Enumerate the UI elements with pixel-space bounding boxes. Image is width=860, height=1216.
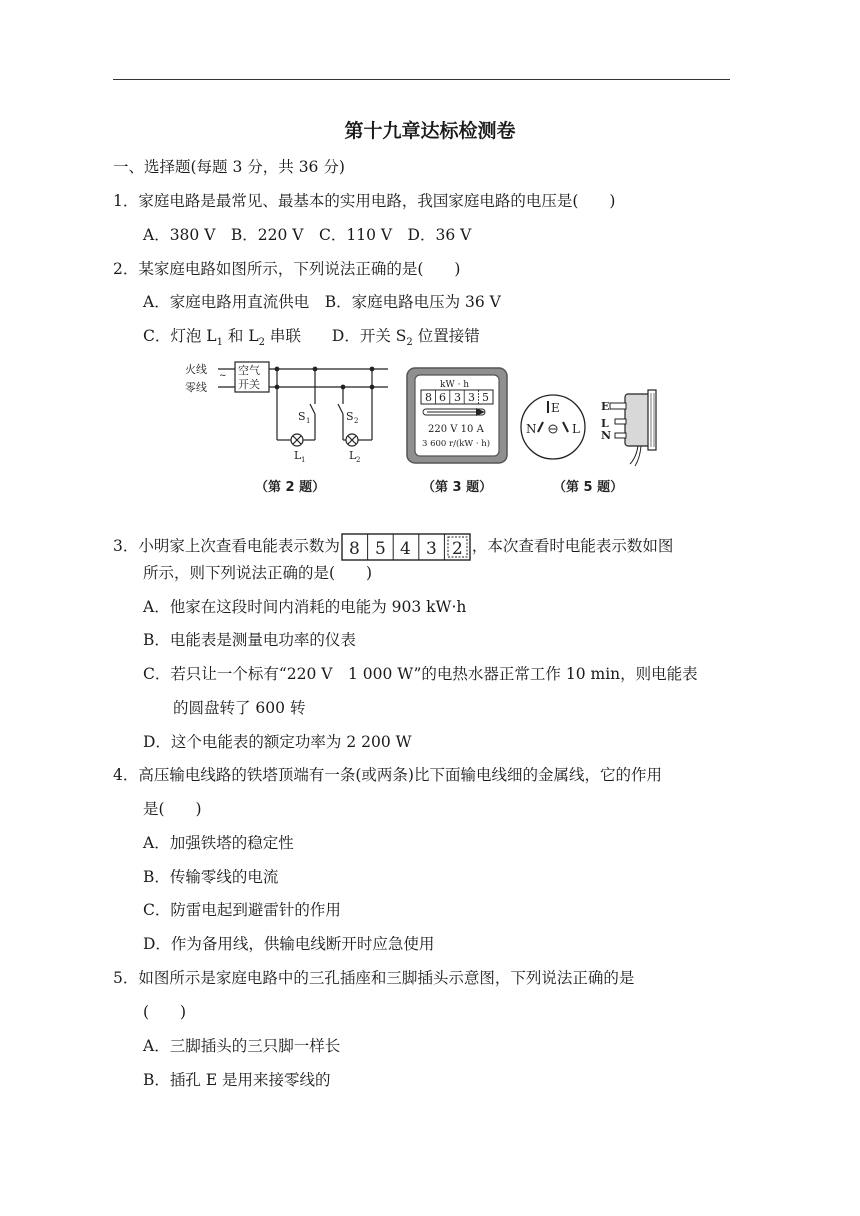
svg-text:220 V 10 A: 220 V 10 A — [428, 424, 484, 435]
svg-text:1: 1 — [306, 417, 311, 425]
svg-text:L: L — [601, 417, 609, 430]
svg-text:6: 6 — [439, 391, 446, 404]
question-3-stem-line-2: 所示，则下列说法正确的是( ) — [143, 564, 373, 582]
svg-text:3 600 r/(kW · h): 3 600 r/(kW · h) — [422, 439, 491, 449]
svg-text:L: L — [349, 449, 357, 462]
question-5-option-b: B．插孔 E 是用来接零线的 — [143, 1071, 331, 1089]
question-3-option-c: C．若只让一个标有“220 V 1 000 W”的电热水器正常工作 10 min，则电能表 — [143, 665, 698, 683]
figure-5-socket-and-plug — [521, 390, 656, 495]
svg-text:3: 3 — [468, 391, 475, 404]
section-heading: 一、选择题(每题 3 分，共 36 分) — [113, 158, 345, 176]
svg-text:L: L — [572, 422, 580, 436]
question-4-option-b: B．传输零线的电流 — [143, 868, 279, 886]
svg-text:3: 3 — [425, 539, 437, 559]
svg-text:2: 2 — [451, 539, 463, 559]
svg-text:L: L — [294, 449, 302, 462]
svg-text:2: 2 — [356, 456, 361, 464]
page-title: 第十九章达标检测卷 — [344, 120, 516, 142]
question-3-stem-line-1: 3．小明家上次查看电能表示数为 8 5 4 3 2 ，本次查看时电能表示数如图 — [113, 532, 673, 562]
question-4-option-c: C．防雷电起到避雷针的作用 — [143, 901, 341, 919]
svg-text:8: 8 — [348, 539, 360, 559]
svg-text:1: 1 — [301, 456, 306, 464]
figures-row — [160, 360, 680, 500]
question-3-option-a: A．他家在这段时间内消耗的电能为 903 kW·h — [143, 598, 467, 616]
svg-text:零线: 零线 — [185, 381, 207, 394]
svg-text:E: E — [551, 401, 560, 415]
svg-text:~: ~ — [219, 371, 227, 381]
svg-text:火线: 火线 — [185, 363, 207, 376]
question-4-option-a: A．加强铁塔的稳定性 — [143, 834, 294, 852]
question-4-stem: 4．高压输电线路的铁塔顶端有一条(或两条)比下面输电线细的金属线，它的作用 — [113, 766, 662, 784]
question-3-option-d: D．这个电能表的额定功率为 2 200 W — [143, 733, 412, 751]
svg-text:S: S — [346, 410, 354, 423]
question-2-options-cd: C．灯泡 $L_1$ 和 $L_2$ 串联 D．开关 $S_2$ 位置接错 — [143, 327, 480, 349]
figure-3-energy-meter — [407, 368, 507, 495]
question-1-options: A．380 V B．220 V C．110 V D．36 V — [143, 226, 472, 244]
svg-text:5: 5 — [482, 391, 489, 404]
svg-text:（第 5 题）: （第 5 题） — [553, 480, 624, 495]
svg-text:3: 3 — [454, 391, 461, 404]
meter-digits — [421, 390, 493, 404]
header-rule — [113, 79, 730, 80]
svg-text:N: N — [601, 429, 612, 442]
question-2-options-ab: A．家庭电路用直流供电 B．家庭电路电压为 36 V — [143, 293, 501, 311]
svg-text:S: S — [298, 410, 306, 423]
question-4-option-d: D．作为备用线，供输电线断开时应急使用 — [143, 935, 435, 953]
question-5-stem: 5．如图所示是家庭电路中的三孔插座和三脚插头示意图，下列说法正确的是 — [113, 969, 635, 987]
question-4-stem-cont: 是( ) — [143, 800, 202, 818]
svg-text:5: 5 — [374, 539, 386, 559]
question-3-option-c-cont: 的圆盘转了 600 转 — [173, 699, 306, 717]
svg-text:4: 4 — [399, 539, 411, 559]
figure-2-circuit — [185, 362, 388, 495]
question-2-stem: 2．某家庭电路如图所示，下列说法正确的是( ) — [113, 260, 461, 278]
svg-text:N: N — [526, 422, 537, 436]
svg-text:2: 2 — [354, 417, 359, 425]
svg-text:（第 3 题）: （第 3 题） — [422, 480, 493, 495]
question-3-option-b: B．电能表是测量电功率的仪表 — [143, 631, 356, 649]
svg-text:8: 8 — [425, 391, 432, 404]
svg-text:（第 2 题）: （第 2 题） — [255, 480, 326, 495]
svg-text:空气: 空气 — [238, 364, 260, 377]
svg-text:kW · h: kW · h — [440, 380, 470, 390]
svg-text:E: E — [601, 400, 610, 413]
question-5-stem-cont: ( ) — [143, 1003, 187, 1021]
previous-meter-reading — [341, 532, 471, 562]
question-5-option-a: A．三脚插头的三只脚一样长 — [143, 1037, 341, 1055]
svg-text:开关: 开关 — [238, 378, 260, 391]
question-1-stem: 1．家庭电路是最常见、最基本的实用电路，我国家庭电路的电压是( ) — [113, 192, 616, 210]
